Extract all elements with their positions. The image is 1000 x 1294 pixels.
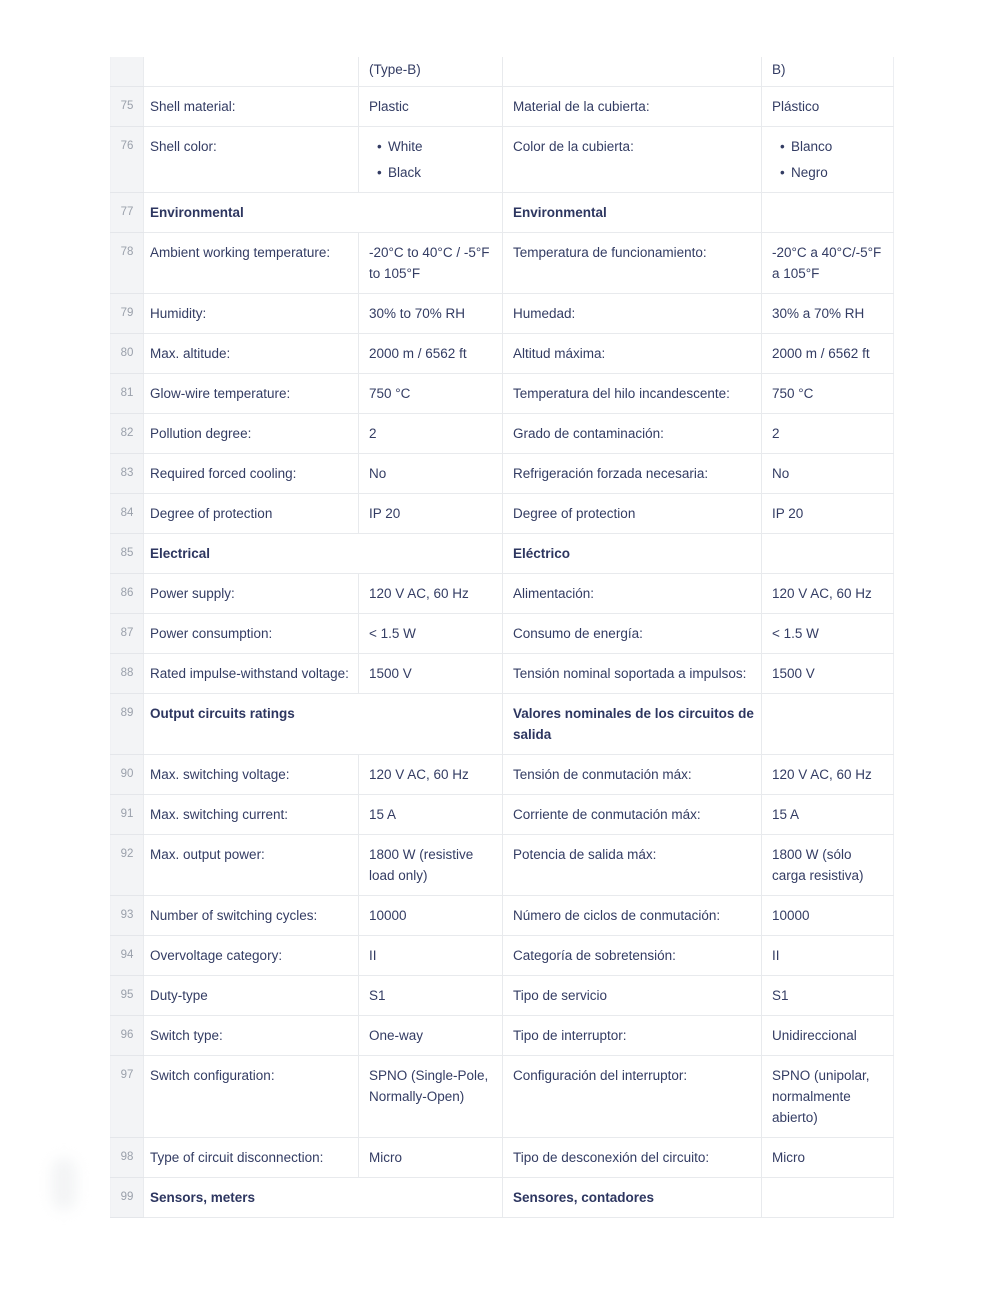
row-number: 86 [111, 574, 144, 614]
row-number: 99 [111, 1178, 144, 1218]
spec-row [111, 1138, 894, 1178]
spec-label-en: Overvoltage category: [144, 936, 359, 976]
row-number: 81 [111, 374, 144, 414]
spec-label-en: Power supply: [144, 574, 359, 614]
spec-value-en [359, 127, 503, 193]
spec-value-en: 2000 m / 6562 ft [359, 334, 503, 374]
spec-row [111, 936, 894, 976]
section-row [111, 694, 894, 755]
spec-value-en: IP 20 [359, 494, 503, 534]
spec-label-es: Tipo de desconexión del circuito: [503, 1138, 762, 1178]
spec-label-en: Duty-type [144, 976, 359, 1016]
spec-label-es: Consumo de energía: [503, 614, 762, 654]
section-title-es: Eléctrico [503, 534, 762, 574]
spec-row [111, 755, 894, 795]
spec-value-es: Micro [762, 1138, 894, 1178]
spec-row [111, 574, 894, 614]
row-number: 95 [111, 976, 144, 1016]
spec-table-container [110, 57, 893, 1218]
spec-label-es: Tipo de servicio [503, 976, 762, 1016]
section-row [111, 1178, 894, 1218]
row-number: 78 [111, 233, 144, 294]
spec-value-en: One-way [359, 1016, 503, 1056]
spec-value-es: 120 V AC, 60 Hz [762, 755, 894, 795]
spec-value-es: SPNO (unipolar, normalmente abierto) [762, 1056, 894, 1138]
spec-label-es: Tipo de interruptor: [503, 1016, 762, 1056]
spec-label-en: Max. altitude: [144, 334, 359, 374]
spec-value-en: SPNO (Single-Pole, Normally-Open) [359, 1056, 503, 1138]
spec-label-en: Type of circuit disconnection: [144, 1138, 359, 1178]
spec-label-en: Max. switching current: [144, 795, 359, 835]
spec-label-es: Potencia de salida máx: [503, 835, 762, 896]
section-empty-cell [762, 694, 894, 755]
spec-value-es: S1 [762, 976, 894, 1016]
spec-row [111, 614, 894, 654]
bullet-item-en: • Black [377, 162, 498, 183]
spec-label-es: Degree of protection [503, 494, 762, 534]
spec-value-en: (Type-B) [359, 57, 503, 87]
spec-label-en: Glow-wire temperature: [144, 374, 359, 414]
spec-label-es: Altitud máxima: [503, 334, 762, 374]
spec-value-es: Plástico [762, 87, 894, 127]
spec-row [111, 87, 894, 127]
spec-value-es: < 1.5 W [762, 614, 894, 654]
spec-value-es-list [780, 136, 889, 183]
section-title-es: Environmental [503, 193, 762, 233]
spec-value-en: 120 V AC, 60 Hz [359, 755, 503, 795]
section-row [111, 534, 894, 574]
spec-label-en: Number of switching cycles: [144, 896, 359, 936]
spec-label-en: Max. switching voltage: [144, 755, 359, 795]
spec-table-body [111, 57, 894, 1218]
spec-value-en: 1800 W (resistive load only) [359, 835, 503, 896]
continuation-row [111, 57, 894, 87]
spec-value-en: 10000 [359, 896, 503, 936]
spec-row [111, 374, 894, 414]
spec-label-en: Shell color: [144, 127, 359, 193]
spec-value-en: 30% to 70% RH [359, 294, 503, 334]
row-number: 79 [111, 294, 144, 334]
spec-label-es [503, 57, 762, 87]
spec-label-en: Humidity: [144, 294, 359, 334]
spec-row [111, 414, 894, 454]
section-title-en: Output circuits ratings [144, 694, 503, 755]
row-number: 97 [111, 1056, 144, 1138]
row-number: 75 [111, 87, 144, 127]
bullet-item-es: • Blanco [780, 136, 889, 157]
section-empty-cell [762, 1178, 894, 1218]
spec-table [110, 57, 894, 1218]
bullet-item-en: • White [377, 136, 498, 157]
spec-label-es: Grado de contaminación: [503, 414, 762, 454]
section-row [111, 193, 894, 233]
spec-value-es: IP 20 [762, 494, 894, 534]
page-edge-artifact [52, 1158, 76, 1210]
spec-label-en: Degree of protection [144, 494, 359, 534]
row-number: 85 [111, 534, 144, 574]
spec-value-es: 750 °C [762, 374, 894, 414]
spec-label-es: Alimentación: [503, 574, 762, 614]
spec-value-en: < 1.5 W [359, 614, 503, 654]
spec-value-es: 10000 [762, 896, 894, 936]
spec-row [111, 494, 894, 534]
spec-label-es: Categoría de sobretensión: [503, 936, 762, 976]
spec-label-en: Required forced cooling: [144, 454, 359, 494]
spec-value-en: -20°C to 40°C / -5°F to 105°F [359, 233, 503, 294]
spec-value-es [762, 127, 894, 193]
spec-label-en: Pollution degree: [144, 414, 359, 454]
spec-label-en: Rated impulse-withstand voltage: [144, 654, 359, 694]
bullet-item-es: • Negro [780, 162, 889, 183]
row-number: 84 [111, 494, 144, 534]
section-title-es: Valores nominales de los circuitos de salida [503, 694, 762, 755]
spec-row [111, 795, 894, 835]
spec-label-es: Material de la cubierta: [503, 87, 762, 127]
spec-row [111, 1016, 894, 1056]
section-title-en: Environmental [144, 193, 503, 233]
spec-value-en: II [359, 936, 503, 976]
row-number: 96 [111, 1016, 144, 1056]
section-empty-cell [762, 534, 894, 574]
row-number: 83 [111, 454, 144, 494]
spec-value-en-list [377, 136, 498, 183]
spec-label-en: Max. output power: [144, 835, 359, 896]
spec-value-es: 2 [762, 414, 894, 454]
section-title-en: Electrical [144, 534, 503, 574]
spec-value-en: No [359, 454, 503, 494]
spec-value-es: 120 V AC, 60 Hz [762, 574, 894, 614]
row-number: 92 [111, 835, 144, 896]
spec-row [111, 294, 894, 334]
spec-label-en: Switch configuration: [144, 1056, 359, 1138]
row-number: 89 [111, 694, 144, 755]
spec-row [111, 896, 894, 936]
spec-value-es: 30% a 70% RH [762, 294, 894, 334]
spec-label-es: Humedad: [503, 294, 762, 334]
section-title-en: Sensors, meters [144, 1178, 503, 1218]
spec-value-en: 1500 V [359, 654, 503, 694]
spec-row [111, 1056, 894, 1138]
spec-value-en: 2 [359, 414, 503, 454]
spec-label-es: Tensión de conmutación máx: [503, 755, 762, 795]
row-number: 87 [111, 614, 144, 654]
spec-label-en: Switch type: [144, 1016, 359, 1056]
spec-value-en: 120 V AC, 60 Hz [359, 574, 503, 614]
spec-value-es: -20°C a 40°C/-5°F a 105°F [762, 233, 894, 294]
spec-label-es: Temperatura de funcionamiento: [503, 233, 762, 294]
spec-value-en: S1 [359, 976, 503, 1016]
spec-row [111, 233, 894, 294]
spec-row [111, 654, 894, 694]
spec-label-es: Tensión nominal soportada a impulsos: [503, 654, 762, 694]
spec-label-en: Ambient working temperature: [144, 233, 359, 294]
spec-row [111, 835, 894, 896]
row-number: 77 [111, 193, 144, 233]
spec-label-es: Corriente de conmutación máx: [503, 795, 762, 835]
section-empty-cell [762, 193, 894, 233]
row-number: 88 [111, 654, 144, 694]
spec-label-es: Temperatura del hilo incandescente: [503, 374, 762, 414]
spec-row [111, 127, 894, 193]
row-number: 93 [111, 896, 144, 936]
spec-row [111, 334, 894, 374]
row-number: 98 [111, 1138, 144, 1178]
spec-value-es: 1500 V [762, 654, 894, 694]
spec-value-es: II [762, 936, 894, 976]
section-title-es: Sensores, contadores [503, 1178, 762, 1218]
spec-label-en: Power consumption: [144, 614, 359, 654]
row-number: 82 [111, 414, 144, 454]
spec-label-en [144, 57, 359, 87]
row-number: 90 [111, 755, 144, 795]
spec-label-en: Shell material: [144, 87, 359, 127]
spec-value-es: 15 A [762, 795, 894, 835]
spec-label-es: Refrigeración forzada necesaria: [503, 454, 762, 494]
spec-value-en: Micro [359, 1138, 503, 1178]
row-number [111, 57, 144, 87]
spec-value-es: 1800 W (sólo carga resistiva) [762, 835, 894, 896]
row-number: 91 [111, 795, 144, 835]
spec-value-es: Unidireccional [762, 1016, 894, 1056]
row-number: 80 [111, 334, 144, 374]
spec-label-es: Número de ciclos de conmutación: [503, 896, 762, 936]
spec-row [111, 976, 894, 1016]
row-number: 94 [111, 936, 144, 976]
spec-value-es: 2000 m / 6562 ft [762, 334, 894, 374]
spec-value-es: No [762, 454, 894, 494]
spec-value-es: B) [762, 57, 894, 87]
spec-label-es: Color de la cubierta: [503, 127, 762, 193]
spec-row [111, 454, 894, 494]
spec-value-en: Plastic [359, 87, 503, 127]
spec-value-en: 750 °C [359, 374, 503, 414]
row-number: 76 [111, 127, 144, 193]
spec-label-es: Configuración del interruptor: [503, 1056, 762, 1138]
spec-value-en: 15 A [359, 795, 503, 835]
